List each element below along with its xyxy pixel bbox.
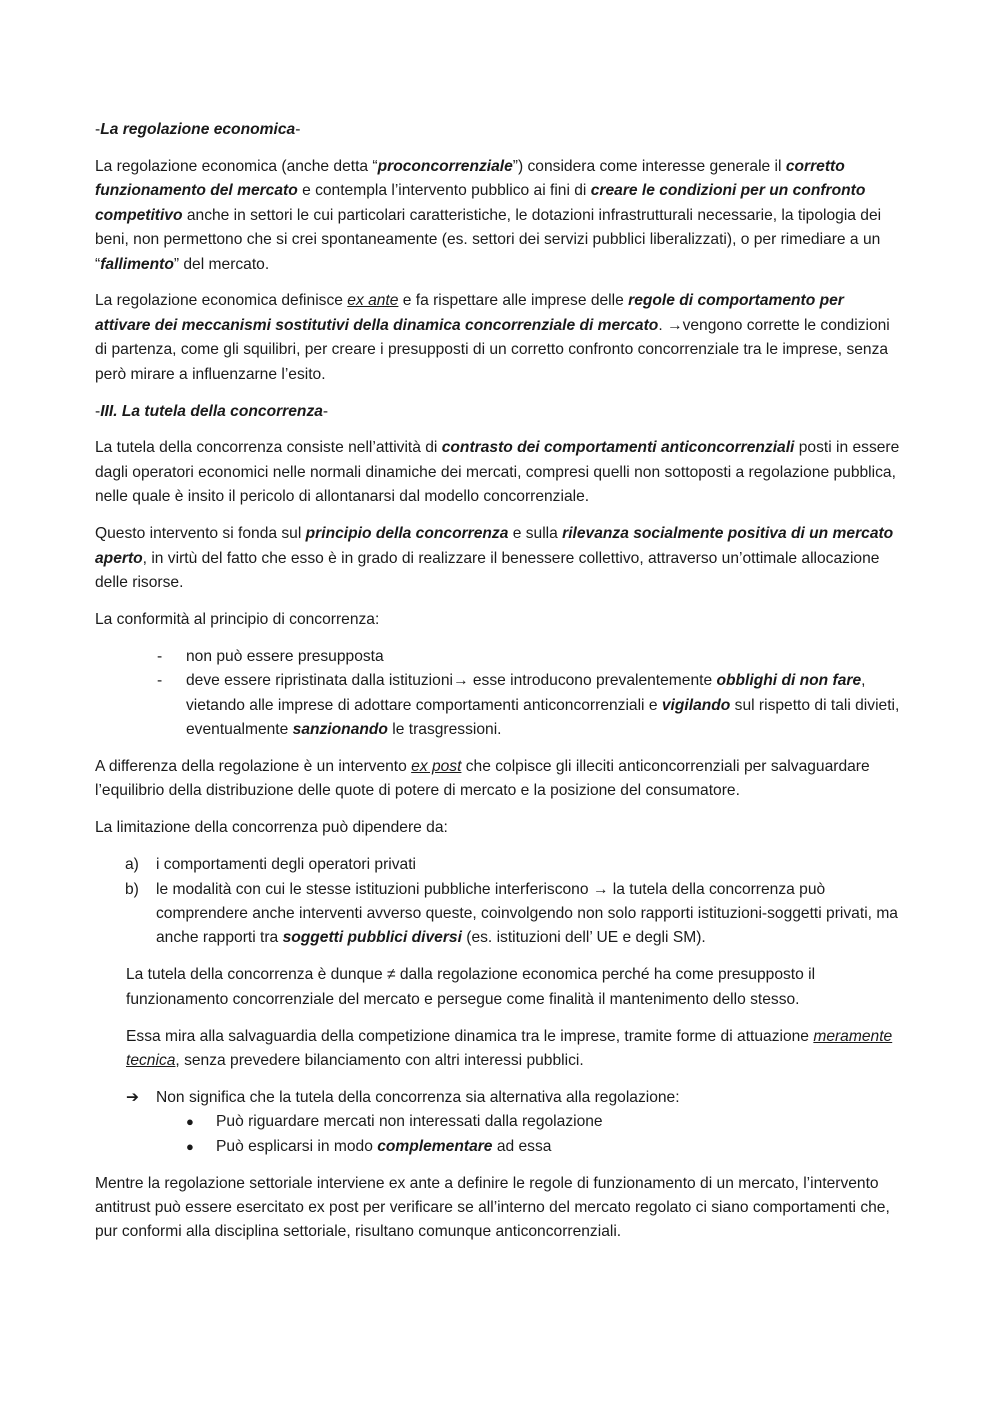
alpha-list bbox=[95, 853, 903, 951]
list-item: b) le modalità con cui le stesse istituzioni pubbliche interferiscono → la tutela della concorrenza può comprendere anche interventi avverso queste, coinvolgendo non solo rapporti istituzioni-soggetti privati, ma anche rapporti tra soggetti pubblici diversi (es. istituzioni dell’ UE e degli SM). bbox=[125, 880, 898, 947]
bullet-icon: ● bbox=[186, 1138, 194, 1154]
paragraph-principio-concorrenza: Questo intervento si fonda sul principio della concorrenza e sulla rilevanza socialmente positiva di un mercato aperto, in virtù del fatto che esso è in grado di realizzare il benessere collettivo, attraverso un’ottimale allocazione delle risorse. bbox=[95, 525, 894, 591]
list-item: - non può essere presupposta bbox=[157, 647, 384, 665]
paragraph-regolazione-ex-ante: La regolazione economica definisce ex ante e fa rispettare alle imprese delle regole di comportamento per attivare dei meccanismi sostitutivi della dinamica concorrenziale di mercato. →vengono corrette le condizioni di partenza, come gli squilibri, per creare i presupposti di un corretto confronto concorrenziale tra le imprese, senza però mirare a influenzarne l’esito. bbox=[95, 292, 890, 383]
list-item: - deve essere ripristinata dalla istituzioni→ esse introducono prevalentemente obblighi di non fare, vietando alle imprese di adottare comportamenti anticoncorrenziali e vigilando sul rispetto di tali divieti, eventualmente sanzionando le trasgressioni. bbox=[157, 672, 900, 739]
paragraph-salvaguardia: Essa mira alla salvaguardia della competizione dinamica tra le imprese, tramite forme di attuazione meramente tecnica, senza prevedere bilanciamento con altri interessi pubblici. bbox=[126, 1027, 893, 1069]
paragraph-limitazione: La limitazione della concorrenza può dipendere da: bbox=[95, 819, 448, 837]
bullet-icon: ● bbox=[186, 1114, 194, 1130]
section-heading-regolazione: -La regolazione economica- bbox=[95, 121, 301, 138]
paragraph-ex-post: A differenza della regolazione è un intervento ex post che colpisce gli illeciti anticoncorrenziali per salvaguardare l’equilibrio della distribuzione delle quote di potere di mercato e la posizione del consumatore. bbox=[95, 757, 870, 800]
arrow-item-text: Non significa che la tutela della concorrenza sia alternativa alla regolazione: bbox=[156, 1088, 680, 1106]
paragraph-regolazione-definizione: La regolazione economica (anche detta “proconcorrenziale”) considera come interesse generale il corretto funzionamento del mercato e contempla l’intervento pubblico ai fini di creare le condizioni per un confronto competitivo anche in settori le cui particolari caratteristiche, le dotazioni infrastrutturali necessarie, la tipologia dei beni, non permettono che si crei spontaneamente (es. settori dei servizi pubblici liberalizzati), o per rimediare a un “fallimento” del mercato. bbox=[95, 157, 882, 273]
paragraph-conformita: La conformità al principio di concorrenza: bbox=[95, 610, 380, 628]
bullet-list bbox=[156, 1110, 903, 1159]
arrow-item bbox=[95, 1086, 903, 1159]
list-item: a) i comportamenti degli operatori privati bbox=[125, 856, 417, 874]
list-item: ● Può esplicarsi in modo complementare ad essa bbox=[156, 1135, 903, 1159]
paragraph-tutela-diversa: La tutela della concorrenza è dunque ≠ dalla regolazione economica perché ha come presupposto il funzionamento concorrenziale del mercato e persegue come finalità il mantenimento dello stesso. bbox=[126, 966, 816, 1008]
section-heading-tutela: -III. La tutela della concorrenza- bbox=[95, 402, 329, 420]
dash-list bbox=[95, 645, 903, 743]
paragraph-tutela-definizione: La tutela della concorrenza consiste nell’attività di contrasto dei comportamenti anticoncorrenziali posti in essere dagli operatori economici nelle normali dinamiche dei mercati, compresi quelli non sottoposti a regolazione pubblica, nelle quale è insito il pericolo di allontanarsi dal modello concorrenziale. bbox=[95, 439, 900, 506]
paragraph-antitrust: Mentre la regolazione settoriale interviene ex ante a definire le regole di funzionamento di un mercato, l’intervento antitrust può essere esercitato ex post per verificare se all’interno del mercato regolato ci siano comportamenti che, pur conformi alla disciplina settoriale, risultano comunque anticoncorrenziali. bbox=[95, 1174, 890, 1241]
arrow-icon: ➔ bbox=[126, 1088, 140, 1106]
document-page bbox=[95, 118, 903, 1257]
list-item: ● Può riguardare mercati non interessati dalla regolazione bbox=[156, 1110, 903, 1134]
